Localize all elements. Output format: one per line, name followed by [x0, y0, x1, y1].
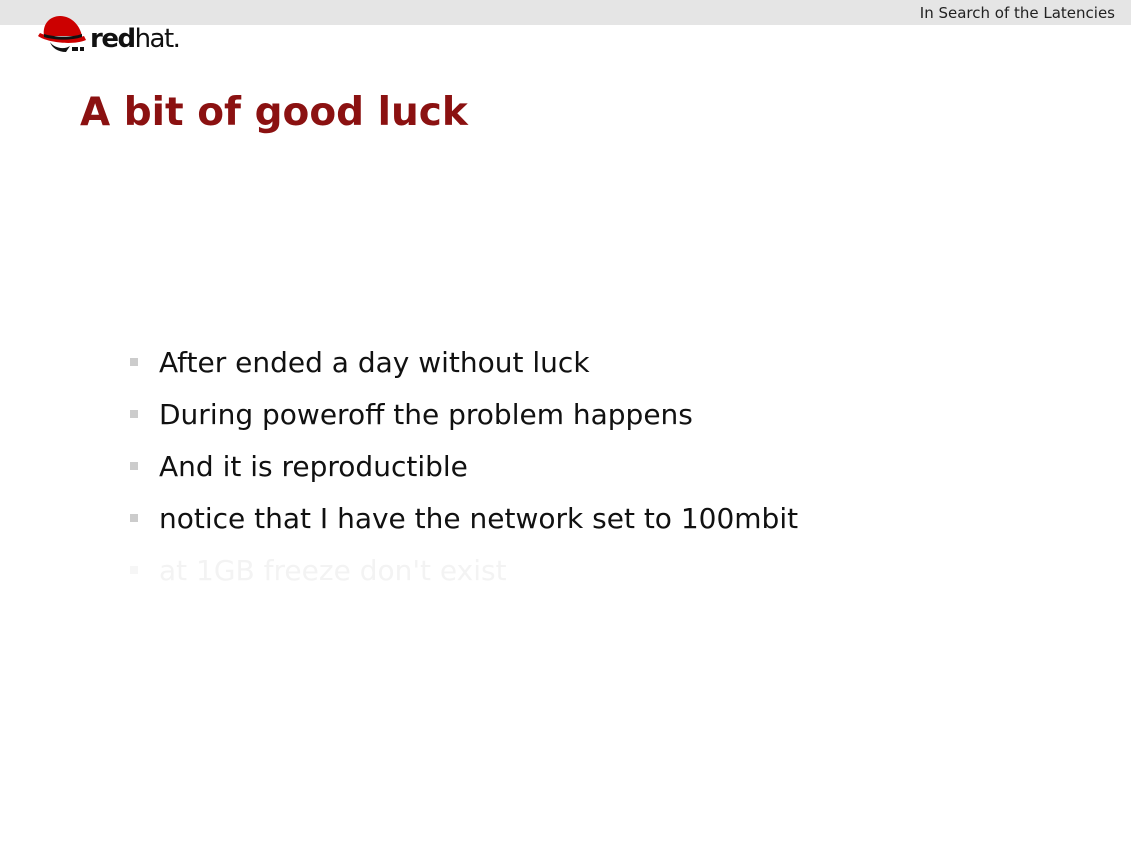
logo-wordmark	[90, 24, 179, 54]
bullet-item	[128, 440, 798, 492]
redhat-logo	[36, 14, 186, 54]
bullet-item	[128, 492, 798, 544]
bullet-item	[128, 336, 798, 388]
bullet-text: at 1GB freeze don't exist	[159, 553, 507, 587]
redhat-shadowman-icon	[36, 14, 92, 54]
bullet-text: After ended a day without luck	[159, 345, 590, 379]
logo-text-red: red	[90, 24, 135, 54]
logo-text-hat: hat.	[134, 24, 180, 54]
bullet-text: And it is reproductible	[159, 449, 468, 483]
bullet-text: During poweroff the problem happens	[159, 397, 693, 431]
slide-title: A bit of good luck	[80, 90, 468, 135]
bullet-square-icon	[130, 358, 138, 366]
bullet-text: notice that I have the network set to 100mbit	[159, 501, 799, 535]
bullet-list	[128, 336, 798, 596]
bullet-item	[128, 388, 798, 440]
bullet-square-icon	[130, 566, 138, 574]
bullet-square-icon	[130, 410, 138, 418]
bullet-square-icon	[130, 462, 138, 470]
bullet-item-faded	[128, 544, 798, 596]
presentation-title: In Search of the Latencies	[919, 4, 1115, 22]
bullet-square-icon	[130, 514, 138, 522]
